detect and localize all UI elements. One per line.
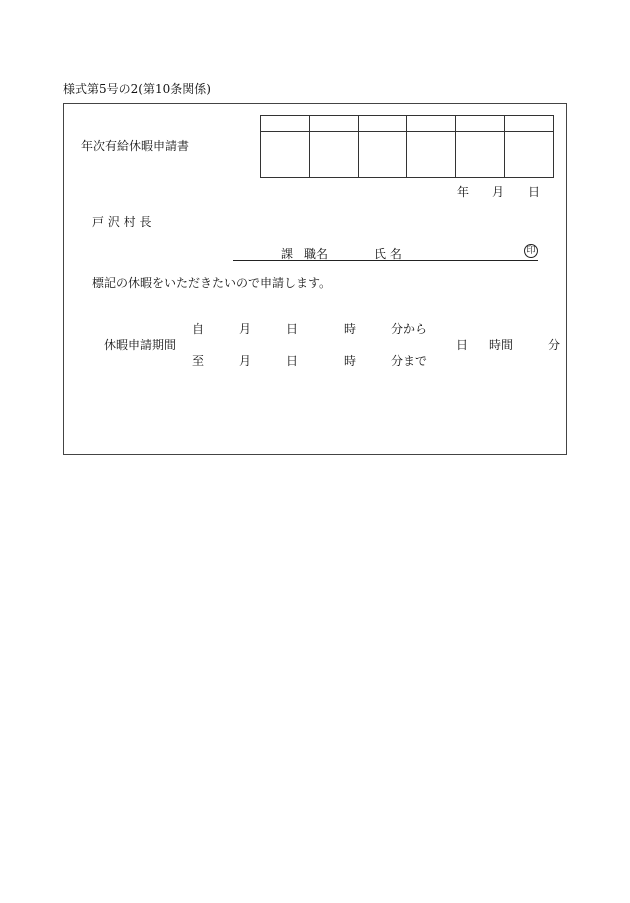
seal-icon: 印 <box>524 244 538 258</box>
to-day: 日 <box>286 354 299 368</box>
stamp-cell <box>261 132 310 178</box>
total-minutes: 分 <box>548 338 561 352</box>
stamp-cell <box>407 132 456 178</box>
stamp-header-cell <box>309 116 358 132</box>
stamp-header-cell <box>407 116 456 132</box>
total-hours: 時間 <box>489 338 514 352</box>
stamp-header-cell <box>505 116 554 132</box>
stamp-header-cell <box>456 116 505 132</box>
applicant-job-title: 職名 <box>304 247 329 261</box>
stamp-cell <box>505 132 554 178</box>
to-hour: 時 <box>344 354 357 368</box>
from-hour: 時 <box>344 322 357 336</box>
date-month: 月 <box>492 185 505 199</box>
form-number: 様式第5号の2(第10条関係) <box>63 82 211 96</box>
from-day: 日 <box>286 322 299 336</box>
applicant-name-label: 氏 名 <box>374 247 402 261</box>
applicant-section: 課 <box>281 247 294 261</box>
to-prefix: 至 <box>192 354 205 368</box>
period-label: 休暇申請期間 <box>104 338 177 352</box>
addressee: 戸 沢 村 長 <box>92 215 152 229</box>
approval-stamp-grid <box>260 115 554 178</box>
to-month: 月 <box>239 354 252 368</box>
from-prefix: 自 <box>192 322 205 336</box>
from-month: 月 <box>239 322 252 336</box>
stamp-header-cell <box>261 116 310 132</box>
stamp-cell <box>358 132 407 178</box>
to-suffix: 分まで <box>391 354 428 368</box>
stamp-header-cell <box>358 116 407 132</box>
date-year: 年 <box>457 185 470 199</box>
total-day: 日 <box>456 338 469 352</box>
stamp-cell <box>456 132 505 178</box>
form-title: 年次有給休暇申請書 <box>81 139 190 153</box>
stamp-cell <box>309 132 358 178</box>
statement: 標記の休暇をいただきたいので申請します。 <box>92 276 332 290</box>
signature-line <box>233 260 538 261</box>
date-day: 日 <box>528 185 541 199</box>
from-suffix: 分から <box>391 322 428 336</box>
